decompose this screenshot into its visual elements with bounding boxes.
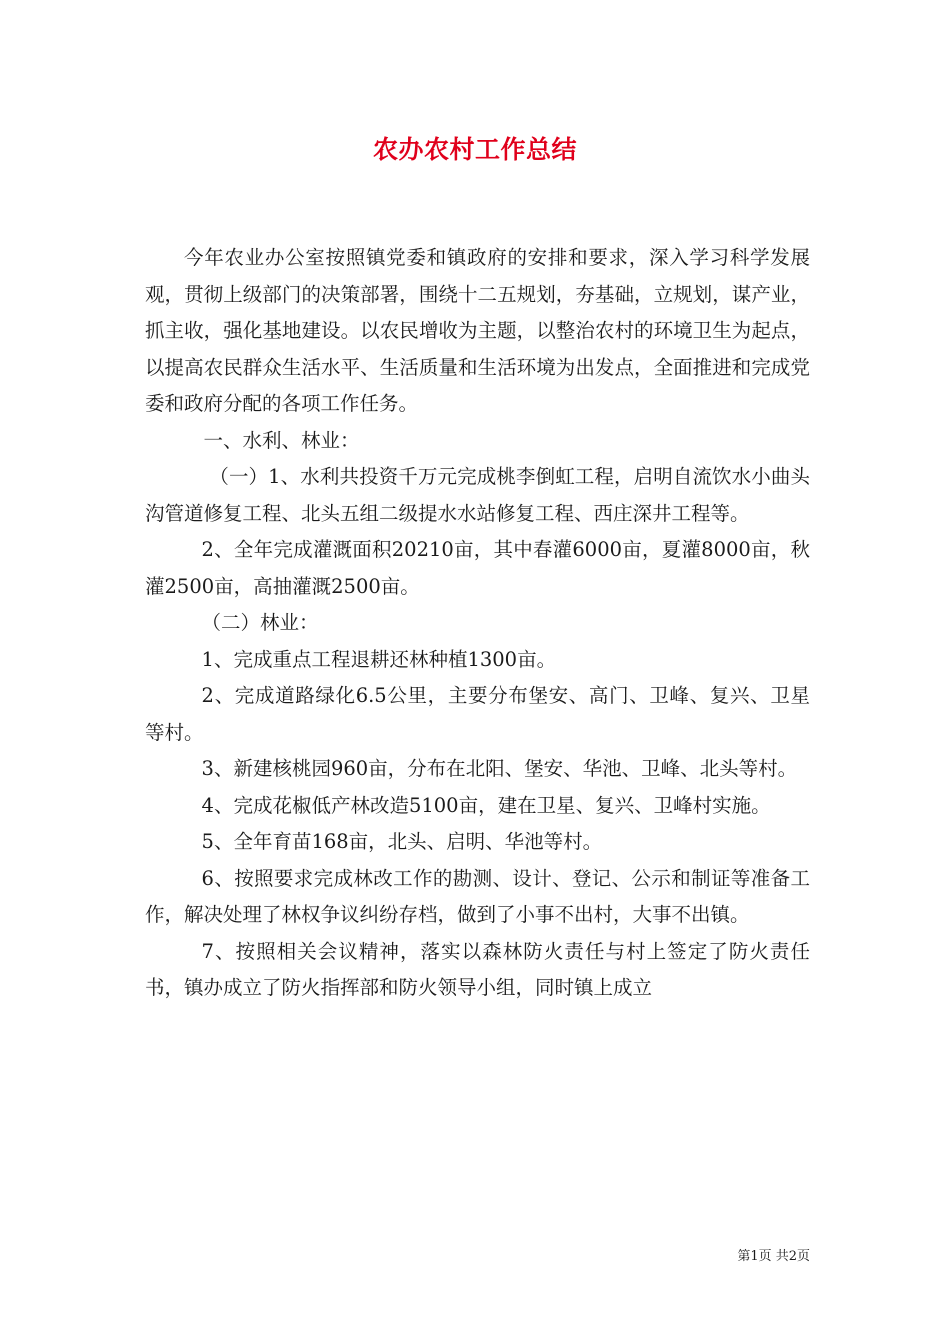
water-item-1: （一）1、水利共投资千万元完成桃李倒虹工程，启明自流饮水小曲头沟管道修复工程、北头五组二级提水水站修复工程、西庄深井工程等。: [145, 465, 810, 525]
page-title: 农办农村工作总结: [372, 135, 577, 164]
forestry-item-1: 1、完成重点工程退耕还林种植1300亩。: [201, 647, 557, 671]
forestry-item-3: 3、新建核桃园960亩，分布在北阳、堡安、华池、卫峰、北头等村。: [201, 757, 798, 780]
forestry-item-2: 2、完成道路绿化6.5公里，主要分布堡安、高门、卫峰、复兴、卫星等村。: [145, 684, 810, 744]
page-number: 第1页 共2页: [737, 1249, 810, 1264]
forestry-item-6: 6、按照要求完成林改工作的勘测、设计、登记、公示和制证等准备工作，解决处理了林权争议纠纷存档，做到了小事不出村，大事不出镇。: [145, 866, 810, 926]
section-heading-water-forestry: 一、水利、林业：: [203, 428, 360, 452]
forestry-item-5: 5、全年育苗168亩，北头、启明、华池等村。: [201, 830, 603, 853]
document-body: [145, 240, 810, 1007]
intro-paragraph: 今年农业办公室按照镇党委和镇政府的安排和要求，深入学习科学发展观，贯彻上级部门的决策部署，围绕十二五规划，夯基础，立规划，谋产业，抓主收，强化基地建设。以农民增收为主题，以整治农村的环境卫生为起点，以提高农民群众生活水平、生活质量和生活环境为出发点，全面推进和完成党委和政府分配的各项工作任务。: [145, 246, 810, 415]
forestry-item-7: 7、按照相关会议精神，落实以森林防火责任与村上签定了防火责任书，镇办成立了防火指挥部和防火领导小组，同时镇上成立: [145, 939, 810, 999]
forestry-item-4: 4、完成花椒低产林改造5100亩，建在卫星、复兴、卫峰村实施。: [201, 793, 771, 817]
subsection-heading-forestry: （二）林业：: [201, 611, 319, 634]
water-item-2: 2、全年完成灌溉面积20210亩，其中春灌6000亩，夏灌8000亩，秋灌2500亩，高抽灌溉2500亩。: [145, 538, 810, 598]
